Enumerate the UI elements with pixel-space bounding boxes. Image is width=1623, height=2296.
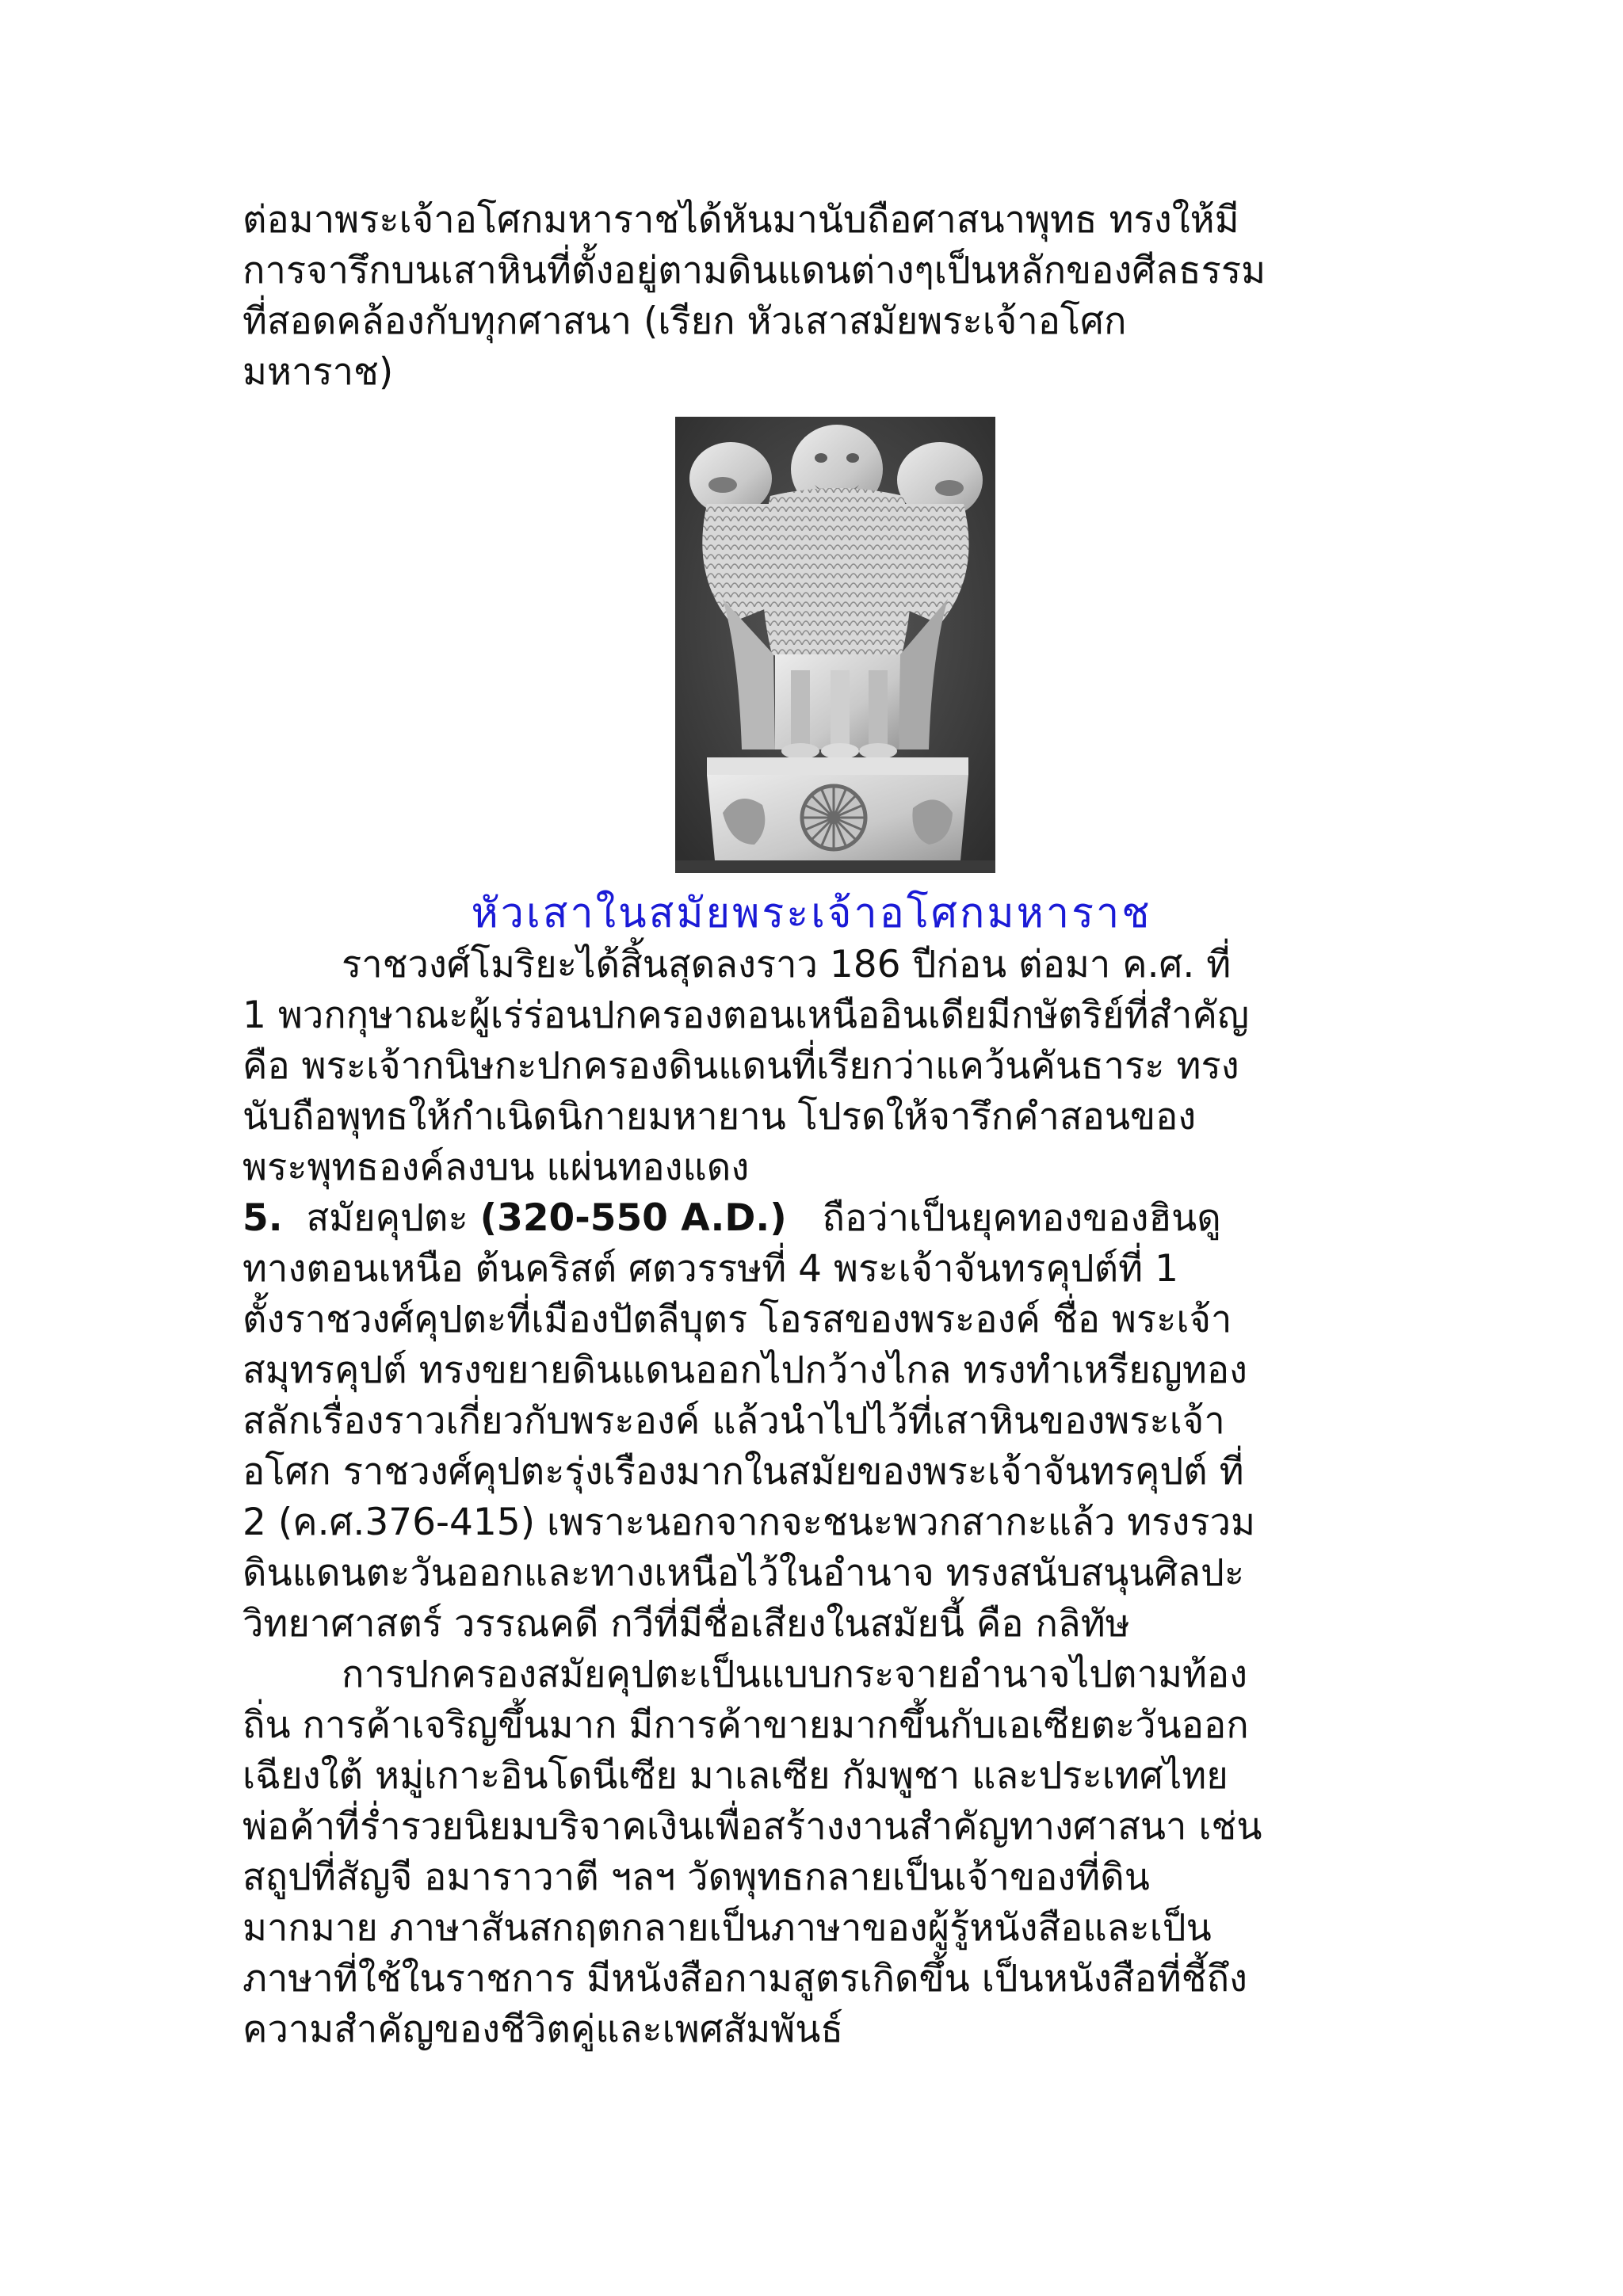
para1-line-1: ราชวงศ์โมริยะได้สิ้นสุดลงราว 186 ปีก่อน ต่อมา ค.ศ. ที่	[342, 943, 1232, 986]
section5-line-4: สลักเรื่องราวเกี่ยวกับพระองค์ แล้วนำไปไว้ที่เสาหินของพระเจ้า	[242, 1399, 1225, 1443]
para1-line-2: 1 พวกกุษาณะผู้เร่ร่อนปกครองตอนเหนืออินเดียมีกษัตริย์ที่สำคัญ	[242, 994, 1249, 1037]
para2-line-1: การปกครองสมัยคุปตะเป็นแบบกระจายอำนาจไปตามท้อง	[342, 1653, 1248, 1696]
section-dates: (320-550 A.D.)	[479, 1196, 787, 1240]
para2-line-4: พ่อค้าที่ร่ำรวยนิยมบริจาคเงินเพื่อสร้างงานสำคัญทางศาสนา เช่น	[242, 1805, 1262, 1848]
section5-line-5: อโศก ราชวงศ์คุปตะรุ่งเรืองมากในสมัยของพระเจ้าจันทรคุปต์ ที่	[242, 1450, 1244, 1493]
section-intro-text: ถือว่าเป็นยุคทองของฮินดู	[822, 1196, 1221, 1240]
intro-line-3: ที่สอดคล้องกับทุกศาสนา (เรียก หัวเสาสมัยพระเจ้าอโศก	[242, 299, 1127, 343]
section5-line-1: ทางตอนเหนือ ต้นคริสต์ ศตวรรษที่ 4 พระเจ้าจันทรคุปต์ที่ 1	[242, 1247, 1178, 1291]
intro-line-2: การจารึกบนเสาหินที่ตั้งอยู่ตามดินแดนต่างๆเป็นหลักของศีลธรรม	[242, 249, 1266, 292]
section-title: สมัยคุปตะ	[306, 1196, 468, 1240]
para2-line-8: ความสำคัญของชีวิตคู่และเพศสัมพันธ์	[242, 2008, 844, 2051]
section5-line-7: ดินแดนตะวันออกและทางเหนือไว้ในอำนาจ ทรงสนับสนุนศิลปะ	[242, 1551, 1245, 1595]
mauryan-end-paragraph	[242, 940, 1384, 2055]
intro-line-1: ต่อมาพระเจ้าอโศกมหาราชได้หันมานับถือศาสนาพุทธ ทรงให้มี	[242, 198, 1239, 242]
figure-caption: หัวเสาในสมัยพระเจ้าอโศกมหาราช	[471, 890, 1152, 937]
dharma-wheel	[802, 786, 865, 849]
intro-line-4: มหาราช)	[242, 350, 394, 394]
para1-line-5: พระพุทธองค์ลงบน แผ่นทองแดง	[242, 1146, 750, 1189]
para2-line-6: มากมาย ภาษาสันสกฤตกลายเป็นภาษาของผู้รู้หนังสือและเป็น	[242, 1906, 1212, 1950]
para1-line-4: นับถือพุทธให้กำเนิดนิกายมหายาน โปรดให้จารึกคำสอนของ	[242, 1095, 1197, 1138]
section5-line-6: 2 (ค.ศ.376-415) เพราะนอกจากจะชนะพวกสากะแล้ว ทรงรวม	[242, 1501, 1255, 1544]
section5-line-3: สมุทรคุปต์ ทรงขยายดินแดนออกไปกว้างไกล ทรงทำเหรียญทอง	[242, 1348, 1247, 1392]
para2-line-3: เฉียงใต้ หมู่เกาะอินโดนีเซีย มาเลเซีย กัมพูชา และประเทศไทย	[242, 1754, 1228, 1798]
section-number: 5.	[242, 1196, 283, 1240]
para2-line-5: สถูปที่สัญจี อมาราวาตี ฯลฯ วัดพุทธกลายเป็นเจ้าของที่ดิน	[242, 1855, 1150, 1899]
para2-line-2: ถิ่น การค้าเจริญขึ้นมาก มีการค้าขายมากขึ้นกับเอเซียตะวันออก	[242, 1703, 1249, 1747]
mane	[762, 488, 911, 666]
lion-capital-illustration	[675, 417, 995, 873]
lion-capital-photo	[675, 417, 995, 873]
section5-line-8: วิทยาศาสตร์ วรรณคดี กวีที่มีชื่อเสียงในสมัยนี้ คือ กลิทัษ	[242, 1602, 1130, 1646]
section5-line-2: ตั้งราชวงศ์คุปตะที่เมืองปัตลีบุตร โอรสของพระองค์ ชื่อ พระเจ้า	[242, 1298, 1232, 1341]
para1-line-3: คือ พระเจ้ากนิษกะปกครองดินแดนที่เรียกว่าแคว้นคันธาระ ทรง	[242, 1044, 1239, 1088]
para2-line-7: ภาษาที่ใช้ในราชการ มีหนังสือกามสูตรเกิดขึ้น เป็นหนังสือที่ชี้ถึง	[242, 1957, 1247, 2000]
section-5-heading	[242, 1193, 1384, 1244]
intro-paragraph	[242, 195, 1384, 398]
capital-abacus	[707, 757, 968, 775]
